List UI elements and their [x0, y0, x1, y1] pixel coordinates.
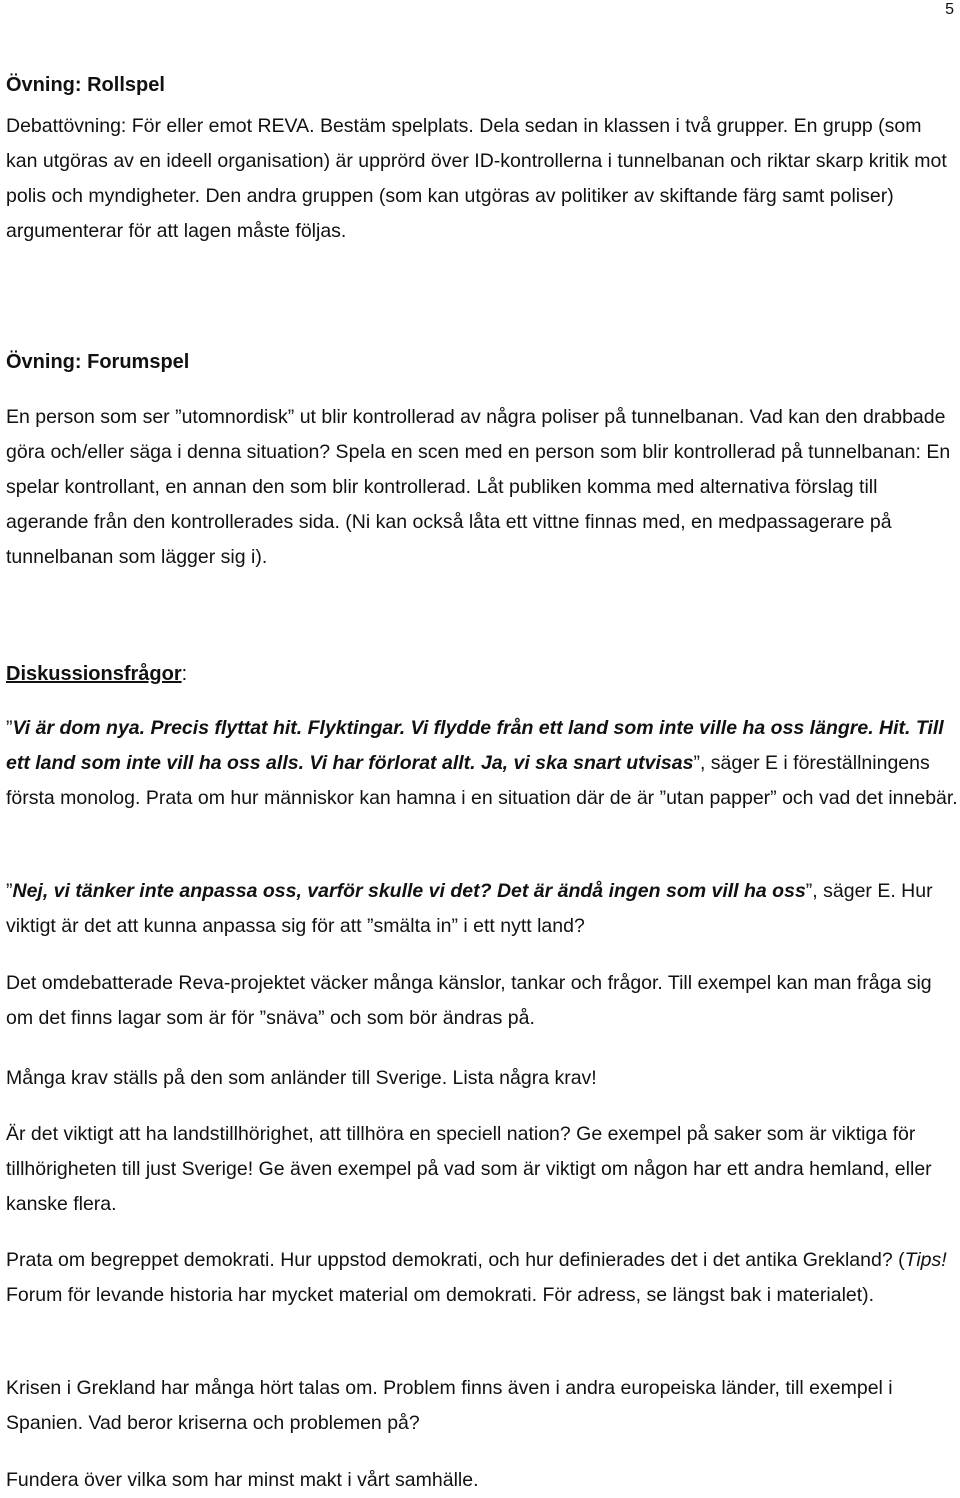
heading-colon: :	[181, 663, 188, 685]
discussion-question-2	[6, 874, 958, 944]
discussion-question-4: Många krav ställs på den som anländer till Sverige. Lista några krav!	[6, 1067, 597, 1089]
discussion-question-3: Det omdebatterade Reva-projektet väcker många känslor, tankar och frågor. Till exempel kan man fråga sig om det finns lagar som är för ”snäva” och som bör ändras på.	[6, 972, 932, 1029]
discussion-question-1	[6, 711, 958, 816]
heading-diskussionsfragor-text: Diskussionsfrågor	[6, 663, 182, 685]
rollspel-text-part2: Den andra gruppen (som kan utgöras av politiker av skiftande färg samt poliser) argumenterar för att lagen måste följas.	[6, 185, 894, 242]
quote-open-1: ”	[6, 717, 13, 739]
heading-diskussionsfragor	[6, 661, 958, 687]
discussion-question-6	[6, 1243, 958, 1313]
discussion-question-7: Krisen i Grekland har många hört talas om. Problem finns även i andra europeiska länder, till exempel i Spanien. Vad beror kriserna och problemen på?	[6, 1377, 893, 1434]
discussion-question-5: Är det viktigt att ha landstillhörighet, att tillhöra en speciell nation? Ge exempel på saker som är viktiga för tillhörigheten till just Sverige! Ge även exempel på vad som är viktigt om någon har ett andra hemland, eller kanske flera.	[6, 1123, 932, 1215]
heading-forumspel: Övning: Forumspel	[6, 351, 190, 373]
quote-open-2: ”	[6, 880, 13, 902]
question-2-text: ”, säger E. Hur viktigt är det att kunna anpassa sig för att ”smälta in” i ett nytt land?	[6, 880, 933, 937]
page-number: 5	[945, 1, 954, 18]
paragraph-rollspel	[6, 109, 958, 249]
tips-label: Tips!	[904, 1249, 947, 1271]
question-1-text: ”, säger E i föreställningens första monolog. Prata om hur människor kan hamna i en situation där de är ”utan papper” och vad det innebär.	[6, 752, 958, 809]
quote-1: Vi är dom nya. Precis flyttat hit. Flyktingar. Vi flydde från ett land som inte ville ha oss längre. Hit. Till ett land som inte vill ha oss alls. Vi har förlorat allt. Ja, vi ska snart utvisas	[6, 717, 944, 774]
quote-2: Nej, vi tänker inte anpassa oss, varför skulle vi det? Det är ändå ingen som vill ha oss	[12, 880, 806, 902]
rollspel-text-part1: Debattövning: För eller emot REVA. Bestäm spelplats. Dela sedan in klassen i två grupper. En grupp (som kan utgöras av en ideell organisation) är upprörd över ID-kontrollerna i tunnelbanan och riktar skarp kritik mot polis och myndigheter.	[6, 115, 947, 207]
question-6-text-a: Prata om begreppet demokrati. Hur uppstod demokrati, och hur definierades det i det antika Grekland? (	[6, 1249, 905, 1271]
paragraph-forumspel: En person som ser ”utomnordisk” ut blir kontrollerad av några poliser på tunnelbanan. Vad kan den drabbade göra och/eller säga i denna situation? Spela en scen med en person som blir kontrollerad på tunnelbanan: En spelar kontrollant, en annan den som blir kontrollerad. Låt publiken komma med alternativa förslag till agerande från den kontrollerades sida. (Ni kan också låta ett vittne finnas med, en medpassagerare på tunnelbanan som lägger sig i).	[6, 406, 951, 568]
heading-rollspel: Övning: Rollspel	[6, 74, 165, 96]
discussion-question-8: Fundera över vilka som har minst makt i vårt samhälle.	[6, 1469, 479, 1491]
question-6-text-b: Forum för levande historia har mycket material om demokrati. För adress, se längst bak i materialet).	[6, 1284, 875, 1306]
